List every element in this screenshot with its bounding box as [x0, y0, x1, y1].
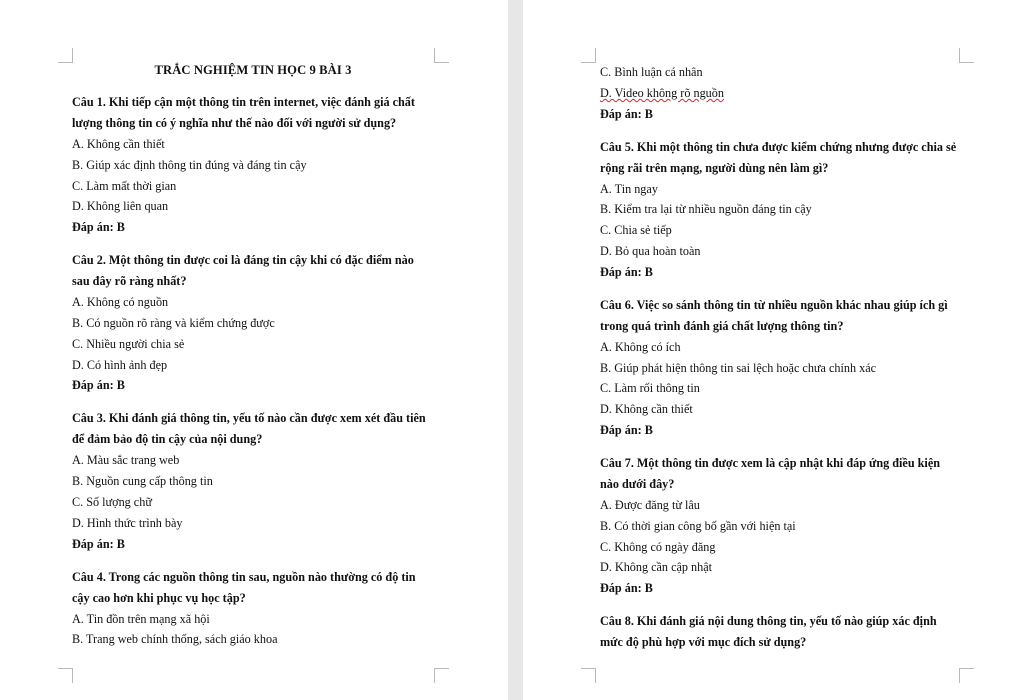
question-text: Câu 4. Trong các nguồn thông tin sau, nguồn nào thường có độ tin: [72, 569, 416, 584]
question-text: nào dưới đây?: [600, 476, 675, 491]
answer-option: A. Không cần thiết: [72, 137, 165, 151]
question-text: sau đây rõ ràng nhất?: [72, 274, 187, 289]
question-text: cậy cao hơn khi phục vụ học tập?: [72, 590, 246, 605]
answer-option: B. Giúp xác định thông tin đúng và đáng tin cậy: [72, 157, 307, 172]
question-text: Câu 6. Việc so sánh thông tin từ nhiều nguồn khác nhau giúp ích gì: [600, 297, 948, 312]
page-content[interactable]: [72, 62, 434, 650]
question-block-5: [600, 137, 960, 283]
answer-option: B. Giúp phát hiện thông tin sai lệch hoặc chưa chính xác: [600, 360, 877, 375]
answer-option: A. Màu sắc trang web: [72, 453, 180, 468]
question-block-3: [72, 408, 434, 554]
answer-key: Đáp án: B: [72, 220, 125, 235]
answer-option: C. Nhiều người chia sẻ: [72, 336, 185, 351]
answer-option: C. Chia sẻ tiếp: [600, 223, 672, 238]
answer-option: B. Nguồn cung cấp thông tin: [72, 474, 213, 489]
answer-option: D. Hình thức trình bày: [72, 515, 183, 530]
question-text: Câu 8. Khi đánh giá nội dung thông tin, yếu tố nào giúp xác định: [600, 614, 937, 629]
answer-option: A. Tin đồn trên mạng xã hội: [72, 611, 210, 626]
answer-option: C. Không có ngày đăng: [600, 539, 716, 554]
crop-mark-top-right: [434, 48, 449, 63]
question-text: Câu 2. Một thông tin được coi là đáng tin cậy khi có đặc điểm nào: [72, 253, 414, 268]
answer-key: Đáp án: B: [600, 422, 653, 437]
answer-option: A. Không có ích: [600, 339, 681, 354]
question-text: Câu 3. Khi đánh giá thông tin, yếu tố nào cần được xem xét đầu tiên: [72, 411, 426, 426]
answer-option: C. Bình luận cá nhân: [600, 65, 703, 79]
crop-mark-bottom-right: [959, 668, 974, 683]
answer-key: Đáp án: B: [72, 536, 125, 551]
document-page-right: [523, 0, 1015, 700]
question-block-4-continued: [600, 62, 960, 125]
question-block-4: [72, 567, 434, 651]
question-text: Câu 7. Một thông tin được xem là cập nhật khi đáp ứng điều kiện: [600, 455, 941, 470]
answer-option: B. Kiểm tra lại từ nhiều nguồn đáng tin cậy: [600, 202, 812, 217]
answer-key: Đáp án: B: [600, 264, 653, 279]
answer-key: Đáp án: B: [600, 581, 653, 596]
question-block-8: [600, 611, 960, 653]
question-block-2: [72, 250, 434, 396]
question-block-6: [600, 295, 960, 441]
question-text: rộng rãi trên mạng, người dùng nên làm gì?: [600, 160, 829, 175]
question-text: Câu 5. Khi một thông tin chưa được kiểm chứng nhưng được chia sẻ: [600, 139, 957, 154]
answer-option: D. Không cần cập nhật: [600, 560, 713, 575]
question-text: để đảm bảo độ tin cậy của nội dung?: [72, 432, 263, 447]
answer-option: D. Có hình ảnh đẹp: [72, 357, 168, 372]
question-block-7: [600, 453, 960, 599]
crop-mark-top-right: [959, 48, 974, 63]
crop-mark-bottom-left: [581, 668, 596, 683]
document-title: TRẮC NGHIỆM TIN HỌC 9 BÀI 3: [154, 63, 352, 77]
answer-option: [600, 83, 960, 104]
answer-option: A. Tin ngay: [600, 181, 658, 196]
answer-option: C. Làm rối thông tin: [600, 381, 700, 396]
answer-option: A. Không có nguồn: [72, 295, 169, 310]
page-content[interactable]: [600, 62, 960, 653]
answer-option: B. Có nguồn rõ ràng và kiểm chứng được: [72, 315, 275, 330]
answer-option: A. Được đăng từ lâu: [600, 497, 700, 512]
answer-option: C. Số lượng chữ: [72, 494, 152, 509]
question-text: lượng thông tin có ý nghĩa như thế nào đối với người sử dụng?: [72, 116, 397, 130]
answer-option: B. Có thời gian công bố gần với hiện tại: [600, 518, 796, 533]
answer-option: D. Không liên quan: [72, 199, 169, 214]
answer-key: Đáp án: B: [72, 378, 125, 393]
answer-option: B. Trang web chính thống, sách giáo khoa: [72, 632, 278, 647]
question-block-1: [72, 92, 434, 238]
answer-option: C. Làm mất thời gian: [72, 178, 177, 193]
question-text: Câu 1. Khi tiếp cận một thông tin trên internet, việc đánh giá chất: [72, 95, 415, 109]
answer-option: D. Không cần thiết: [600, 402, 693, 417]
crop-mark-bottom-right: [434, 668, 449, 683]
crop-mark-top-left: [58, 48, 73, 63]
answer-option: D. Bỏ qua hoàn toàn: [600, 243, 701, 258]
answer-key: Đáp án: B: [600, 106, 653, 121]
crop-mark-top-left: [581, 48, 596, 63]
spellcheck-underlined-text: D. Video không rõ nguồn: [600, 85, 724, 100]
question-text: mức độ phù hợp với mục đích sử dụng?: [600, 635, 807, 650]
question-text: trong quá trình đánh giá chất lượng thông tin?: [600, 318, 844, 333]
crop-mark-bottom-left: [58, 668, 73, 683]
